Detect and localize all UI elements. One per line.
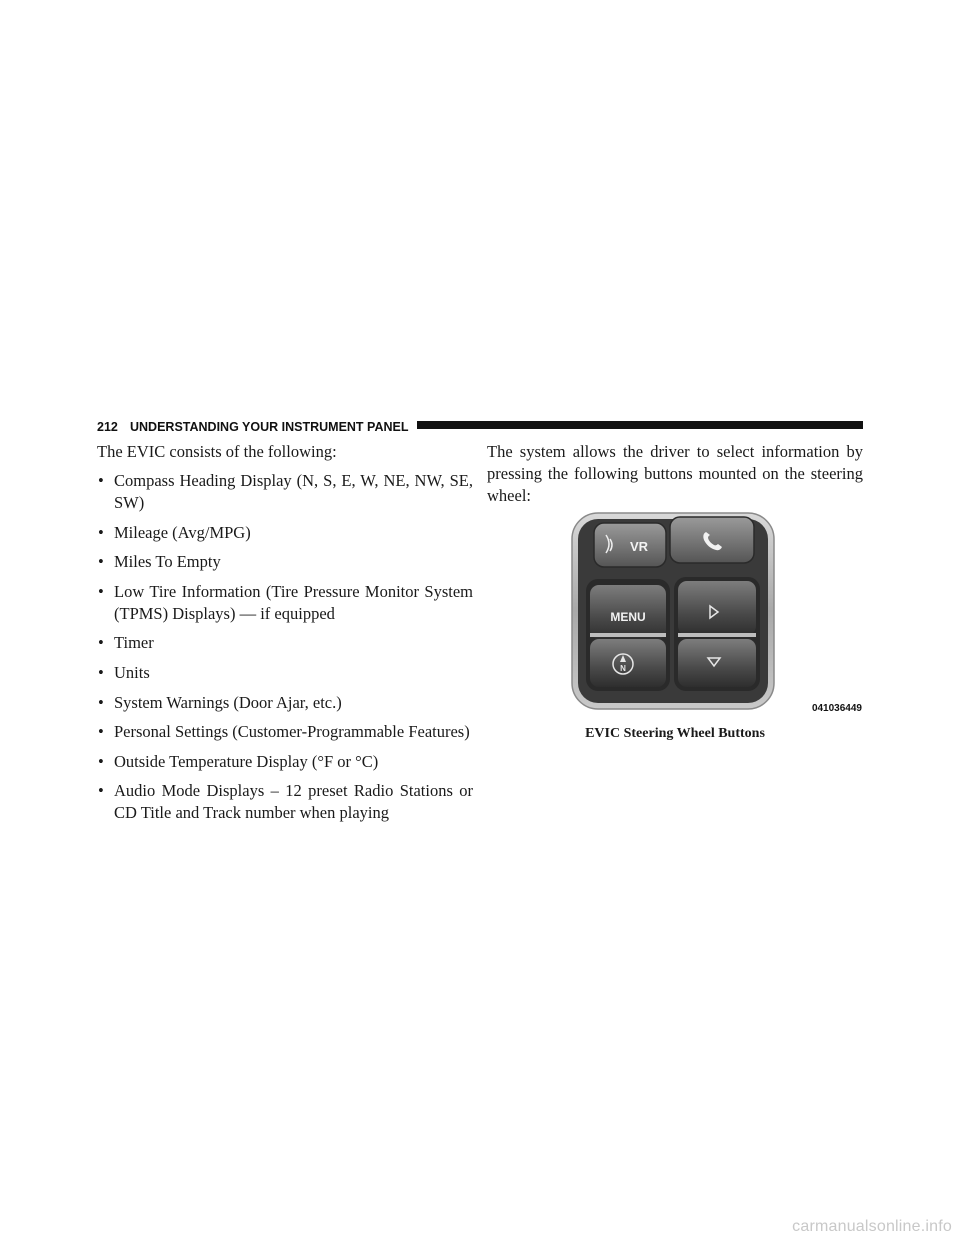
list-item	[97, 662, 473, 684]
list-item-text: Outside Temperature Display (°F or °C)	[114, 751, 379, 771]
figure-caption: EVIC Steering Wheel Buttons	[585, 726, 765, 741]
left-column	[97, 441, 473, 832]
list-item-text: Audio Mode Displays – 12 preset Radio Stations or CD Title and Track number when playing	[114, 781, 473, 823]
bullet-icon: •	[98, 471, 104, 490]
compass-button[interactable]	[590, 639, 666, 687]
list-item-text: Units	[114, 662, 150, 682]
list-item-text: Miles To Empty	[114, 552, 221, 572]
page-header	[97, 418, 863, 436]
voice-recognition-button[interactable]	[594, 523, 666, 567]
bullet-icon: •	[98, 581, 104, 601]
evic-buttons-figure	[570, 507, 864, 717]
list-item	[97, 522, 473, 544]
header-rule	[417, 421, 863, 429]
page-number: 212	[97, 420, 118, 434]
list-item	[97, 581, 473, 625]
bullet-icon: •	[98, 522, 104, 542]
bullet-icon: •	[98, 552, 104, 572]
evic-feature-list	[97, 470, 473, 824]
intro-paragraph: The system allows the driver to select information by pressing the following buttons mounted on the steering wheel:	[487, 442, 863, 505]
menu-compass-rocker[interactable]	[586, 579, 670, 691]
list-item	[97, 780, 473, 824]
list-item-text: Timer	[114, 633, 154, 653]
right-column	[487, 441, 863, 507]
step-right-button[interactable]	[678, 581, 756, 635]
watermark: carmanualsonline.info	[792, 1218, 952, 1235]
list-item	[97, 551, 473, 573]
section-title: UNDERSTANDING YOUR INSTRUMENT PANEL	[130, 420, 409, 434]
list-item	[97, 632, 473, 654]
list-item	[97, 721, 473, 743]
vr-label: VR	[630, 539, 649, 554]
steering-wheel-buttons-illustration	[570, 507, 864, 717]
list-item-text: Low Tire Information (Tire Pressure Monitor System (TPMS) Displays) — if equipped	[114, 581, 473, 623]
rocker-divider	[590, 633, 666, 637]
bullet-icon: •	[98, 781, 104, 801]
bullet-icon: •	[98, 722, 104, 742]
phone-button[interactable]	[670, 517, 754, 563]
list-item-text: Compass Heading Display (N, S, E, W, NE, NW, SE, SW)	[114, 471, 473, 512]
rocker-divider	[678, 633, 756, 637]
menu-label: MENU	[610, 610, 646, 624]
bullet-icon: •	[98, 751, 104, 771]
image-code: 041036449	[811, 703, 862, 714]
list-item-text: Personal Settings (Customer-Programmable Features)	[114, 722, 470, 742]
list-item	[97, 692, 473, 714]
list-item-text: Mileage (Avg/MPG)	[114, 522, 251, 542]
list-item	[97, 751, 473, 773]
intro-text: The EVIC consists of the following:	[97, 442, 337, 461]
list-item	[97, 470, 473, 514]
arrow-rocker[interactable]	[674, 577, 760, 691]
bullet-icon: •	[98, 662, 104, 682]
bullet-icon: •	[98, 633, 104, 653]
bullet-icon: •	[98, 692, 104, 712]
list-item-text: System Warnings (Door Ajar, etc.)	[114, 692, 342, 712]
compass-label: N	[620, 664, 626, 673]
